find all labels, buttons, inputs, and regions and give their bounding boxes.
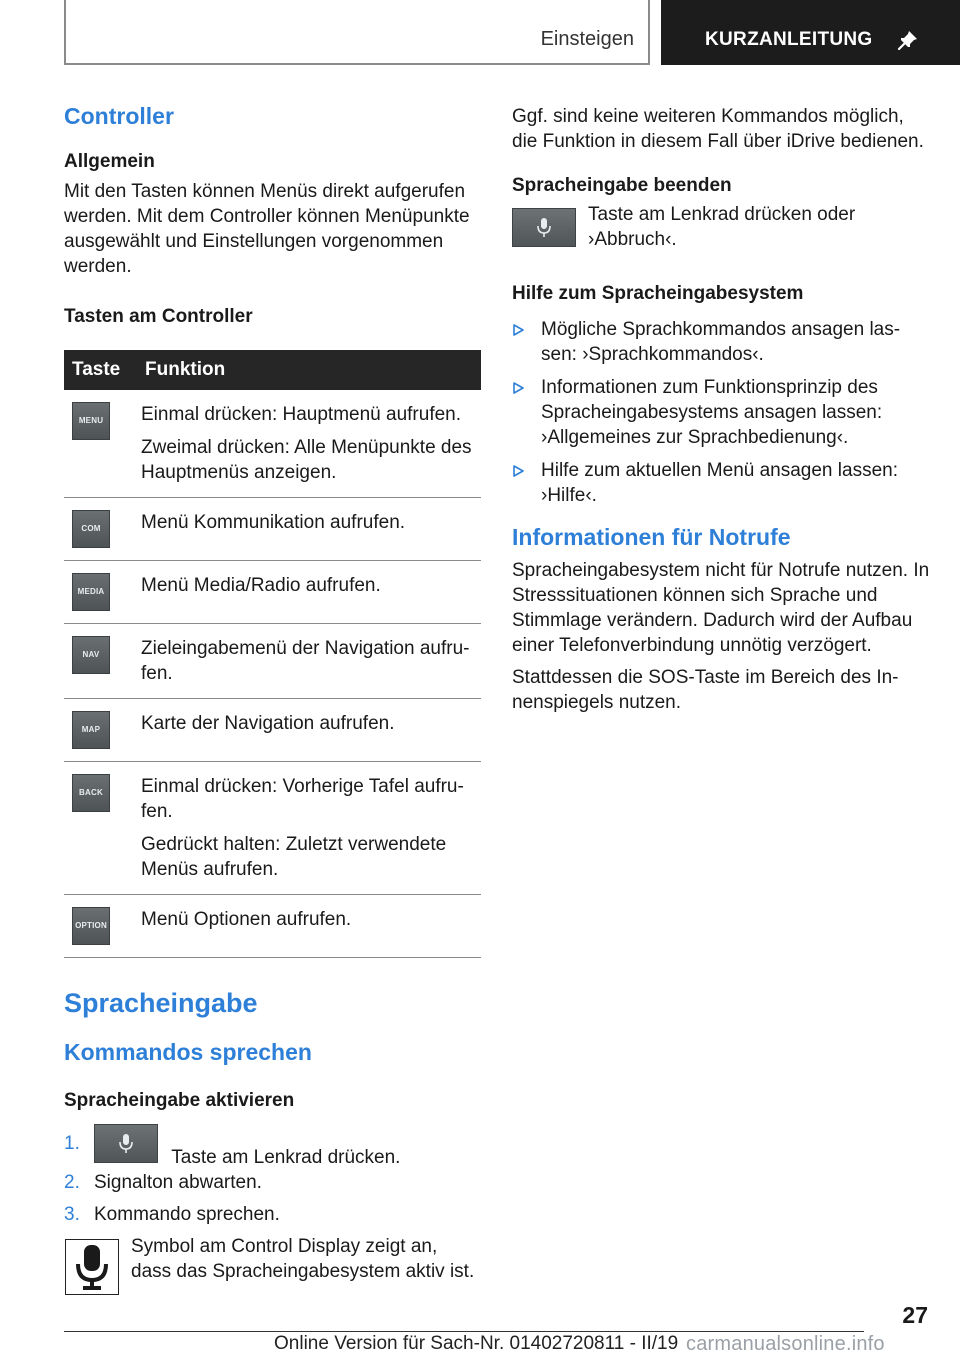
step-item: [64, 1124, 481, 1168]
taste-cell: [64, 624, 137, 699]
table-row: [64, 699, 481, 762]
chapter-tab[interactable]: [661, 0, 960, 65]
heading-beenden: Spracheingabe beenden: [512, 175, 732, 196]
controller-button-icon: OPTION: [72, 907, 110, 945]
heading-spracheingabe: Spracheingabe: [64, 988, 258, 1018]
controller-button-icon: MAP: [72, 711, 110, 749]
activation-steps: [64, 1124, 481, 1227]
paragraph-allgemein: Mit den Tasten können Menüs direkt aufgerufen werden. Mit dem Controller können Menüpunkte ausgewählt und Einstellungen vorgenommen werden.: [64, 181, 470, 277]
beenden-block: [512, 206, 932, 272]
heading-aktivieren: Spracheingabe aktivieren: [64, 1090, 295, 1111]
microphone-icon: [66, 1240, 118, 1294]
section-title: Einsteigen: [540, 28, 634, 50]
right-column: [512, 100, 932, 715]
pin-icon: [896, 28, 920, 52]
funktion-cell: [137, 895, 481, 958]
table-row: [64, 895, 481, 958]
heading-allgemein: Allgemein: [64, 151, 155, 172]
step-text: Taste am Lenkrad drücken.: [171, 1147, 401, 1168]
paragraph-notrufe-1: Spracheingabesystem nicht für Notrufe nutzen. In Stresssituationen können sich Sprache und Stimmlage verändern. Dadurch wird der Aufbau einer Telefonverbindung unnötig verzögert.: [512, 560, 930, 656]
funktion-text: Gedrückt halten: Zuletzt verwendete Menüs aufrufen.: [141, 834, 447, 880]
mic-button-icon: [94, 1124, 158, 1163]
microphone-icon: [119, 1134, 133, 1154]
list-item: [512, 317, 932, 367]
triangle-bullet-icon: [513, 382, 524, 394]
taste-cell: [64, 498, 137, 561]
funktion-cell: [137, 390, 481, 498]
controller-button-icon: MEDIA: [72, 573, 110, 611]
list-item: [512, 458, 932, 508]
funktion-text: Menü Optionen aufrufen.: [141, 909, 352, 930]
funktion-text: Menü Media/Radio aufrufen.: [141, 575, 381, 596]
controller-button-icon: BACK: [72, 774, 110, 812]
funktion-cell: [137, 498, 481, 561]
microphone-icon: [537, 218, 551, 238]
voice-active-symbol-block: [64, 1236, 481, 1299]
beenden-text: Taste am Lenkrad drücken oder ›Abbruch‹.: [588, 204, 856, 250]
step-text: Signalton abwarten.: [94, 1172, 262, 1193]
taste-cell: [64, 390, 137, 498]
step-number: 3.: [64, 1204, 80, 1225]
taste-cell: [64, 561, 137, 624]
funktion-text: Menü Kommunikation aufrufen.: [141, 512, 406, 533]
step-item: [64, 1170, 481, 1195]
help-list: [512, 317, 932, 508]
footer-watermark: carmanualsonline.info: [686, 1333, 885, 1355]
column-header-funktion: Funktion: [137, 350, 481, 390]
controller-button-icon: NAV: [72, 636, 110, 674]
taste-cell: [64, 895, 137, 958]
triangle-bullet-icon: [513, 324, 524, 336]
chapter-tab-label: KURZANLEITUNG: [705, 29, 873, 50]
mic-button-icon: [512, 208, 576, 247]
footer-divider: [64, 1331, 864, 1332]
controller-buttons-table: [64, 350, 481, 958]
taste-cell: [64, 762, 137, 895]
funktion-cell: [137, 699, 481, 762]
paragraph-top: Ggf. sind keine weiteren Kommandos möglich, die Funktion in diesem Fall über iDrive bedienen.: [512, 106, 924, 152]
funktion-cell: [137, 624, 481, 699]
footer-online-version: Online Version für Sach-Nr. 01402720811 - II/19: [274, 1333, 679, 1354]
controller-button-icon: COM: [72, 510, 110, 548]
funktion-text: Karte der Navigation aufrufen.: [141, 713, 395, 734]
table-row: [64, 762, 481, 895]
table-row: [64, 561, 481, 624]
symbol-description: Symbol am Control Display zeigt an, dass das Spracheingabesystem aktiv ist.: [131, 1236, 475, 1282]
page-header: [0, 0, 960, 66]
funktion-cell: [137, 762, 481, 895]
step-item: [64, 1202, 481, 1227]
heading-tasten: Tasten am Controller: [64, 306, 253, 327]
column-header-taste: Taste: [64, 350, 137, 390]
funktion-text: Zweimal drücken: Alle Menüpunkte des Hauptmenüs anzeigen.: [141, 437, 472, 483]
funktion-text: Einmal drücken: Hauptmenü aufrufen.: [141, 404, 462, 425]
list-item-text: Informationen zum Funktionsprinzip des Spracheingabesystems ansagen lassen: ›Allgemeines zur Sprachbedienung‹.: [541, 377, 883, 448]
taste-cell: [64, 699, 137, 762]
list-item-text: Mögliche Sprachkommandos ansagen las‐ sen: ›Sprachkommandos‹.: [541, 319, 901, 365]
list-item-text: Hilfe zum aktuellen Menü ansagen lassen: ›Hilfe‹.: [541, 460, 898, 506]
funktion-text: Zieleingabemenü der Navigation aufru‐ fen.: [141, 638, 470, 684]
heading-notrufe: Informationen für Notrufe: [512, 524, 791, 550]
voice-active-symbol: [65, 1239, 119, 1295]
heading-hilfe: Hilfe zum Spracheingabesystem: [512, 283, 804, 304]
table-header-row: [64, 350, 481, 390]
step-number: 2.: [64, 1172, 80, 1193]
page-number: 27: [902, 1302, 928, 1328]
table-row: [64, 498, 481, 561]
left-column: [64, 100, 481, 1299]
table-row: [64, 624, 481, 699]
heading-kommandos: Kommandos sprechen: [64, 1039, 312, 1065]
step-number: 1.: [64, 1133, 80, 1154]
section-box: [64, 0, 650, 65]
funktion-cell: [137, 561, 481, 624]
step-text: Kommando sprechen.: [94, 1204, 280, 1225]
controller-button-icon: MENU: [72, 402, 110, 440]
heading-controller: Controller: [64, 103, 174, 129]
table-row: [64, 390, 481, 498]
list-item: [512, 375, 932, 450]
paragraph-notrufe-2: Stattdessen die SOS-Taste im Bereich des In‐ nenspiegels nutzen.: [512, 667, 899, 713]
funktion-text: Einmal drücken: Vorherige Tafel aufru‐ fen.: [141, 776, 464, 822]
triangle-bullet-icon: [513, 465, 524, 477]
